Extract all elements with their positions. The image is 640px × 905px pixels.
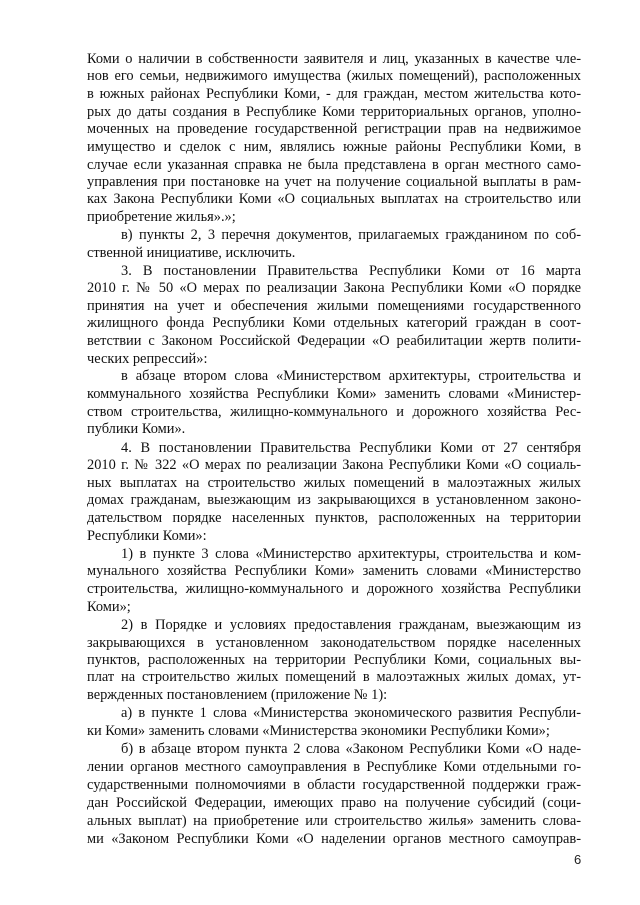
text-line: в) пункты 2, 3 перечня документов, прилагаемых гражданином по соб-: [121, 227, 581, 243]
text-line: 1) в пункте 3 слова «Министерство архитектуры, строительства и ком-: [121, 546, 581, 562]
text-line: 2010 г. № 322 «О мерах по реализации Закона Республики Коми «О социаль-: [87, 457, 581, 473]
text-line: плат на строительство жилых помещений в малоэтажных жилых домах, ут-: [87, 669, 581, 685]
text-line: Коми»;: [87, 599, 131, 615]
text-line: б) в абзаце втором пункта 2 слова «Законом Республики Коми «О наде-: [121, 741, 581, 757]
text-line: лении органов местного самоуправления в Республике Коми отдельными го-: [87, 759, 581, 775]
text-line: 2010 г. № 50 «О мерах по реализации Закона Республики Коми «О порядке: [87, 280, 581, 296]
text-line: 3. В постановлении Правительства Республики Коми от 16 марта: [121, 263, 581, 279]
text-line: мунального хозяйства Республики Коми» заменить словами «Министерство: [87, 563, 581, 579]
text-line: альных выплат) на приобретение или строительство жилья» заменить слова-: [87, 813, 581, 829]
text-line: вержденных постановлением (приложение № 1):: [87, 687, 388, 703]
text-line: ческих репрессий»:: [87, 351, 208, 367]
text-line: в южных районах Республики Коми, - для граждан, местом жительства кото-: [87, 86, 581, 102]
text-line: случае если указанная справка не была представлена в орган местного само-: [87, 157, 581, 173]
text-line: приобретение жилья».»;: [87, 209, 236, 225]
text-line: в абзаце втором слова «Министерством архитектуры, строительства и: [121, 368, 581, 384]
text-line: пунктов, расположенных на территории Республики Коми, социальных вы-: [87, 652, 581, 668]
text-line: ственной инициативе, исключить.: [87, 245, 296, 261]
text-line: ми «Законом Республики Коми «О наделении органов местного самоуправ-: [87, 831, 581, 847]
text-line: Республики Коми»:: [87, 528, 207, 544]
text-line: принятия на учет и обеспечения жилыми помещениями государственного: [87, 298, 581, 314]
text-line: ных выплатах на строительство жилых помещений в малоэтажных жилых: [87, 475, 581, 491]
text-line: ством строительства, жилищно-коммунального и дорожного хозяйства Рес-: [87, 404, 581, 420]
text-line: дательством порядке населенных пунктов, расположенных на территории: [87, 510, 581, 526]
text-line: а) в пункте 1 слова «Министерства экономического развития Республи-: [121, 705, 581, 721]
text-line: домах гражданам, выезжающим из закрывающихся в установленном законо-: [87, 492, 581, 508]
text-line: коммунального хозяйства Республики Коми» заменить словами «Министер-: [87, 386, 581, 402]
text-line: имущество и сделок с ним, являлись южные районы Республики Коми, в: [87, 139, 581, 155]
text-line: дан Российской Федерации, имеющих право на получение субсидий (соци-: [87, 795, 581, 811]
text-line: управления при постановке на учет на получение социальной выплаты в рам-: [87, 174, 581, 190]
text-line: 2) в Порядке и условиях предоставления гражданам, выезжающим из: [121, 617, 581, 633]
page-number: 6: [574, 852, 582, 867]
text-line: ветствии с Законом Российской Федерации «О реабилитации жертв полити-: [87, 333, 581, 349]
text-line: публики Коми».: [87, 421, 186, 437]
text-line: нов его семьи, недвижимого имущества (жилых помещений), расположенных: [87, 68, 581, 84]
text-line: ки Коми» заменить словами «Министерства экономики Республики Коми»;: [87, 723, 550, 739]
text-line: ках Закона Республики Коми «О социальных выплатах на строительство или: [87, 191, 581, 207]
text-line: строительства, жилищно-коммунального и дорожного хозяйства Республики: [87, 581, 581, 597]
text-line: сударственными полномочиями в области государственной поддержки граж-: [87, 777, 581, 793]
text-line: Коми о наличии в собственности заявителя и лиц, указанных в качестве чле-: [87, 51, 581, 67]
text-line: рых до даты создания в Республике Коми территориальных органов, уполно-: [87, 104, 581, 120]
text-line: моченных на проведение государственной регистрации прав на недвижимое: [87, 121, 581, 137]
text-line: закрывающихся в установленном законодательством порядке населенных: [87, 635, 581, 651]
text-line: жилищного фонда Республики Коми отдельных категорий граждан в соот-: [87, 315, 581, 331]
text-line: 4. В постановлении Правительства Республики Коми от 27 сентября: [121, 440, 581, 456]
